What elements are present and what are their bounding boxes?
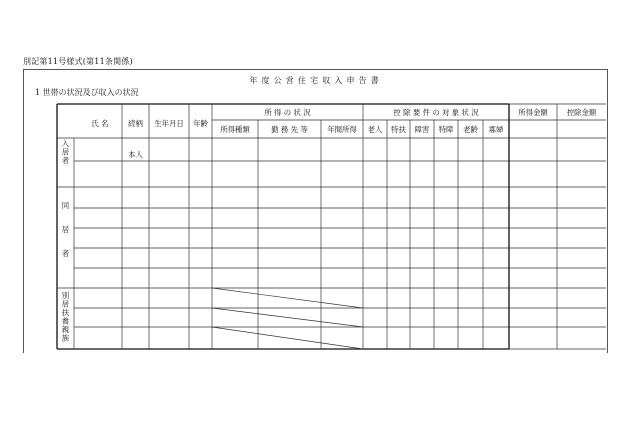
header-age: 年齢 [193,119,208,128]
side-label-char: 者 [61,249,70,258]
side-label-char: 居 [61,299,70,309]
header-income-status: 所 得 の 状 況 [264,108,311,117]
header-aged: 老齢 [463,125,478,134]
header-elderly: 老人 [367,125,383,134]
header-income-type: 所得種類 [220,125,250,134]
header-special-disability: 特障 [438,125,454,134]
side-label-char: 親 [61,325,70,334]
side-label-char: 扶 [61,308,70,317]
header-name: 氏 名 [91,119,109,128]
header-widow: 寡婦 [488,125,504,134]
side-label-char: 養 [61,316,70,326]
side-label-char: 入 [61,139,70,148]
side-label-char: 別 [61,291,70,300]
form-id: 別記第11号様式(第11条関係) [23,57,133,66]
header-special-dependent: 特扶 [391,125,406,134]
header-income-amount: 所得金額 [518,108,548,117]
side-label-char: 居 [61,225,70,234]
section-heading: 1 世帯の状況及び収入の状況 [35,88,139,97]
side-label-char: 者 [61,156,70,165]
header-workplace: 勤 務 先 等 [271,125,308,134]
side-label-applicant [62,139,70,165]
header-deduction-amount: 控除金額 [566,108,597,117]
header-relation: 続柄 [128,119,143,128]
side-label-char: 同 [61,201,70,210]
header-deduction-requirements: 控 除 要 件 の 対 象 状 況 [393,108,479,117]
form-title: 年 度 公 営 住 宅 収 入 申 告 書 [249,76,380,85]
side-label-separate-dependent [62,291,70,343]
header-disability: 障害 [414,125,430,134]
applicant-relation: 本人 [128,150,143,159]
side-label-char: 居 [61,147,70,157]
side-label-char: 族 [61,333,70,343]
header-annual-income: 年間所得 [327,125,357,134]
side-label-cohabitant [62,201,70,258]
header-birth-date: 生年月日 [154,119,184,128]
